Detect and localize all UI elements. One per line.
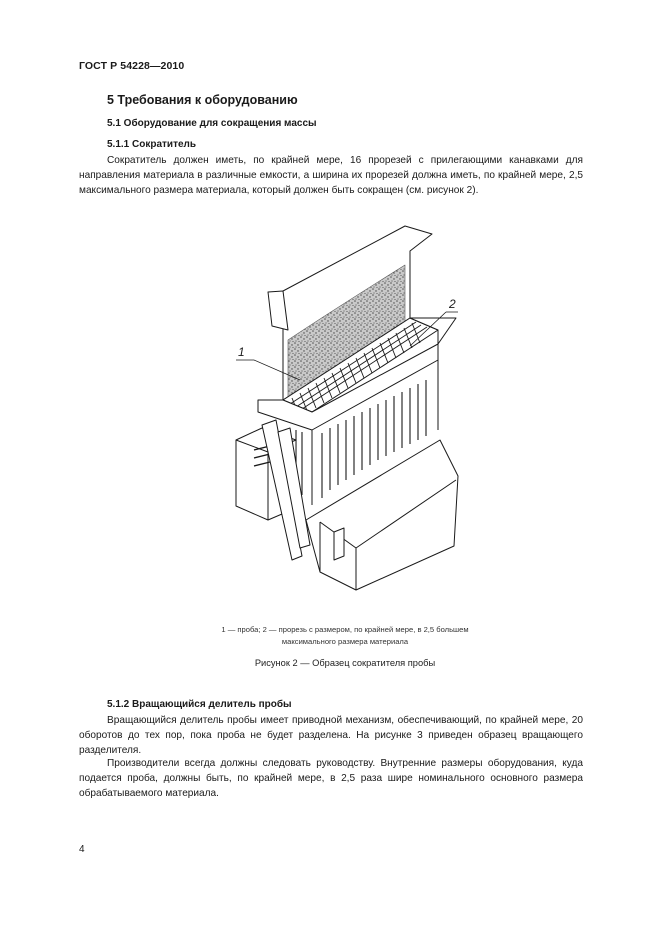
- section-5-1-1-heading: 5.1.1 Сократитель: [107, 139, 197, 150]
- figure-label-2: 2: [449, 297, 456, 311]
- section-5-1-2-heading: 5.1.2 Вращающийся делитель пробы: [107, 699, 292, 710]
- section-5-1-2-paragraph-1: Вращающийся делитель пробы имеет приводной механизм, обеспечивающий, по крайней мере, 20 оборотов до тех пор, пока проба не будет разделена. На рисунке 3 приведен образец вращающего разделителя.: [79, 715, 583, 756]
- figure-caption: Рисунок 2 — Образец сократителя пробы: [254, 658, 436, 668]
- section-5-1-1-paragraph: Сократитель должен иметь, по крайней мере, 16 прорезей с прилегающими канавками для направления материала в различные емкости, а ширина их прорезей должна иметь, по крайней мере, 2,5 максимального размера материала, который должен быть сокращен (см. рисунок 2).: [79, 155, 583, 196]
- figure-legend: 1 — проба; 2 — прорезь с размером, по крайней мере, в 2,5 большем максимального размера материала: [221, 625, 469, 646]
- section-5-1-2-paragraph-2: Производители всегда должны следовать руководству. Внутренние размеры оборудования, куда подается проба, должны быть, по крайней мере, в 2,5 раза шире номинального основного размера обрабатываемого материала.: [79, 758, 583, 799]
- riffle-divider-figure: [222, 208, 467, 593]
- page-number: 4: [79, 844, 85, 855]
- section-5-heading: 5 Требования к оборудованию: [107, 93, 298, 107]
- figure-label-1: 1: [238, 345, 245, 359]
- running-header: ГОСТ Р 54228—2010: [79, 60, 185, 72]
- section-5-1-heading: 5.1 Оборудование для сокращения массы: [107, 118, 317, 129]
